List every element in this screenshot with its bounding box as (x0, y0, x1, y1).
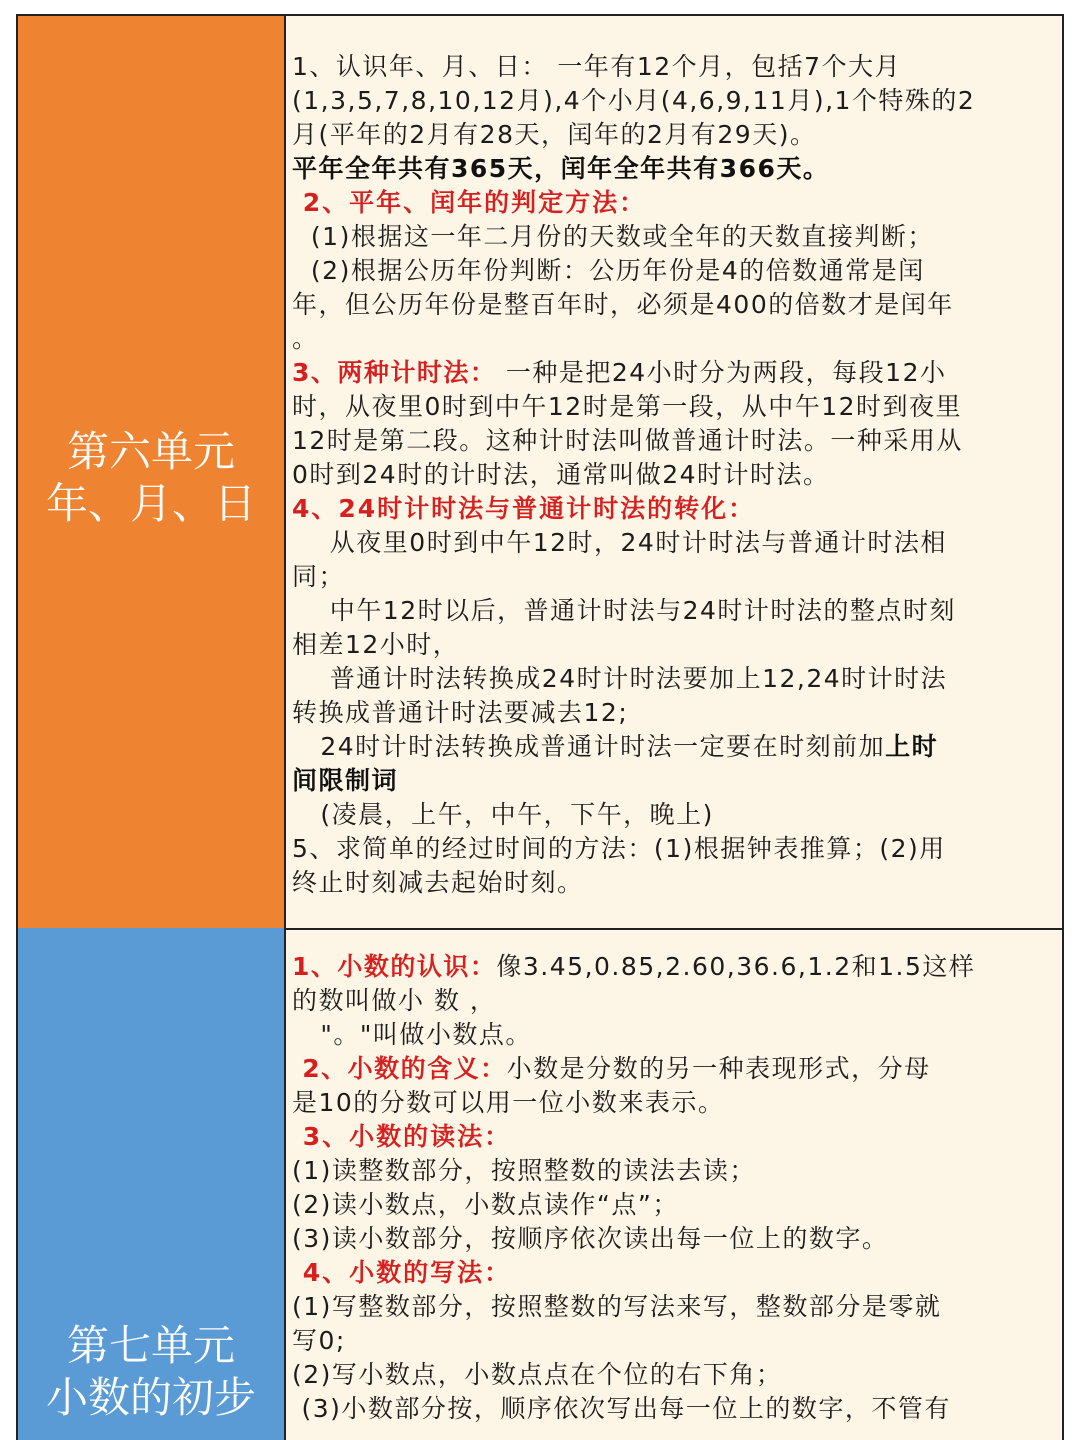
text-line (292, 730, 1048, 764)
text-line: (3)小数部分按，顺序依次写出每一位上的数字，不管有 (292, 1394, 951, 1423)
text-line: 的数叫做小 数 ， (292, 986, 497, 1015)
unit7-title-line1: 第七单元 (66, 1321, 235, 1370)
text-line: 转换成普通计时法要减去12; (292, 698, 629, 727)
text-line: 年，但公历年份是整百年时，必须是400的倍数才是闰年 (292, 290, 954, 319)
text-line-bold: 间限制词 (292, 766, 399, 795)
unit6-content-cell (286, 16, 1062, 928)
text-line: 1、认识年、月、日： 一年有12个月，包括7个大月 (292, 52, 902, 81)
text-line: 终止时刻减去起始时刻。 (292, 868, 584, 897)
section-heading: 3、两种计时法： (292, 358, 497, 387)
text-line: (凌晨，上午，中午，下午，晚上) (292, 800, 714, 829)
unit7-title-line2: 小数的初步 (45, 1373, 256, 1422)
unit7-content-cell (286, 928, 1062, 1440)
text-line: (1)写整数部分，按照整数的写法来写，整数部分是零就 (292, 1292, 942, 1321)
unit7-title (18, 1320, 284, 1424)
text-line (292, 1052, 1048, 1086)
text-line: (1)读整数部分，按照整数的读法去读； (292, 1156, 756, 1185)
section-heading: 2、平年、闰年的判定方法： (292, 188, 647, 217)
section-heading: 1、小数的认识： (292, 952, 497, 981)
text-line-bold: 平年全年共有365天，闰年全年共有366天。 (292, 154, 830, 183)
unit6-title (18, 426, 284, 530)
unit7-title-cell (18, 928, 286, 1440)
section-heading: 4、24时计时法与普通计时法的转化： (292, 494, 756, 523)
text-line (292, 950, 1048, 984)
unit6-row (18, 16, 1062, 930)
text-line: 写0; (292, 1326, 346, 1355)
text-line: (3)读小数部分，按顺序依次读出每一位上的数字。 (292, 1224, 889, 1253)
section-heading: 2、小数的含义： (292, 1054, 507, 1083)
text-line (292, 356, 1048, 390)
unit6-title-cell (18, 16, 286, 928)
text-line: 0时到24时的计时法，通常叫做24时计时法。 (292, 460, 830, 489)
text-line: (2)读小数点，小数点读作“点”； (292, 1190, 679, 1219)
text-span: 24时计时法转换成普通计时法一定要在时刻前加 (292, 732, 886, 761)
unit6-title-line1: 第六单元 (66, 427, 235, 476)
text-line: 中午12时以后，普通计时法与24时计时法的整点时刻 (292, 596, 956, 625)
text-span-bold: 上时 (885, 732, 939, 761)
text-line: 同； (292, 562, 346, 591)
unit6-title-line2: 年、月、日 (45, 479, 256, 528)
text-line: 5、求简单的经过时间的方法：(1)根据钟表推算；(2)用 (292, 834, 946, 863)
text-span: 像3.45,0.85,2.60,36.6,1.2和1.5这样 (496, 952, 976, 981)
text-line: (1,3,5,7,8,10,12月),4个小月(4,6,9,11月),1个特殊的2 (292, 86, 976, 115)
text-span: 一种是把24小时分为两段，每段12小 (496, 358, 947, 387)
text-line: (1)根据这一年二月份的天数或全年的天数直接判断； (292, 222, 934, 251)
text-line: 12时是第二段。这种计时法叫做普通计时法。一种采用从 (292, 426, 963, 455)
text-line: 从夜里0时到中午12时，24时计时法与普通计时法相 (292, 528, 947, 557)
text-line: (2)写小数点，小数点点在个位的右下角； (292, 1360, 783, 1389)
text-line: 普通计时法转换成24时计时法要加上12,24时计时法 (292, 664, 948, 693)
text-line: 是10的分数可以用一位小数来表示。 (292, 1088, 725, 1117)
text-line: (2)根据公历年份判断：公历年份是4的倍数通常是闰 (292, 256, 925, 285)
text-line: 。 (292, 324, 319, 353)
unit7-row (18, 928, 1062, 1440)
section-heading: 3、小数的读法： (292, 1122, 512, 1151)
text-line: 相差12小时， (292, 630, 460, 659)
section-heading: 4、小数的写法： (292, 1258, 512, 1287)
text-line: 月(平年的2月有28天，闰年的2月有29天)。 (292, 120, 817, 149)
text-span: 小数是分数的另一种表现形式，分母 (506, 1054, 931, 1083)
text-line: "。"叫做小数点。 (292, 1020, 532, 1049)
summary-table (16, 14, 1064, 1440)
text-line: 时，从夜里0时到中午12时是第一段，从中午12时到夜里 (292, 392, 963, 421)
